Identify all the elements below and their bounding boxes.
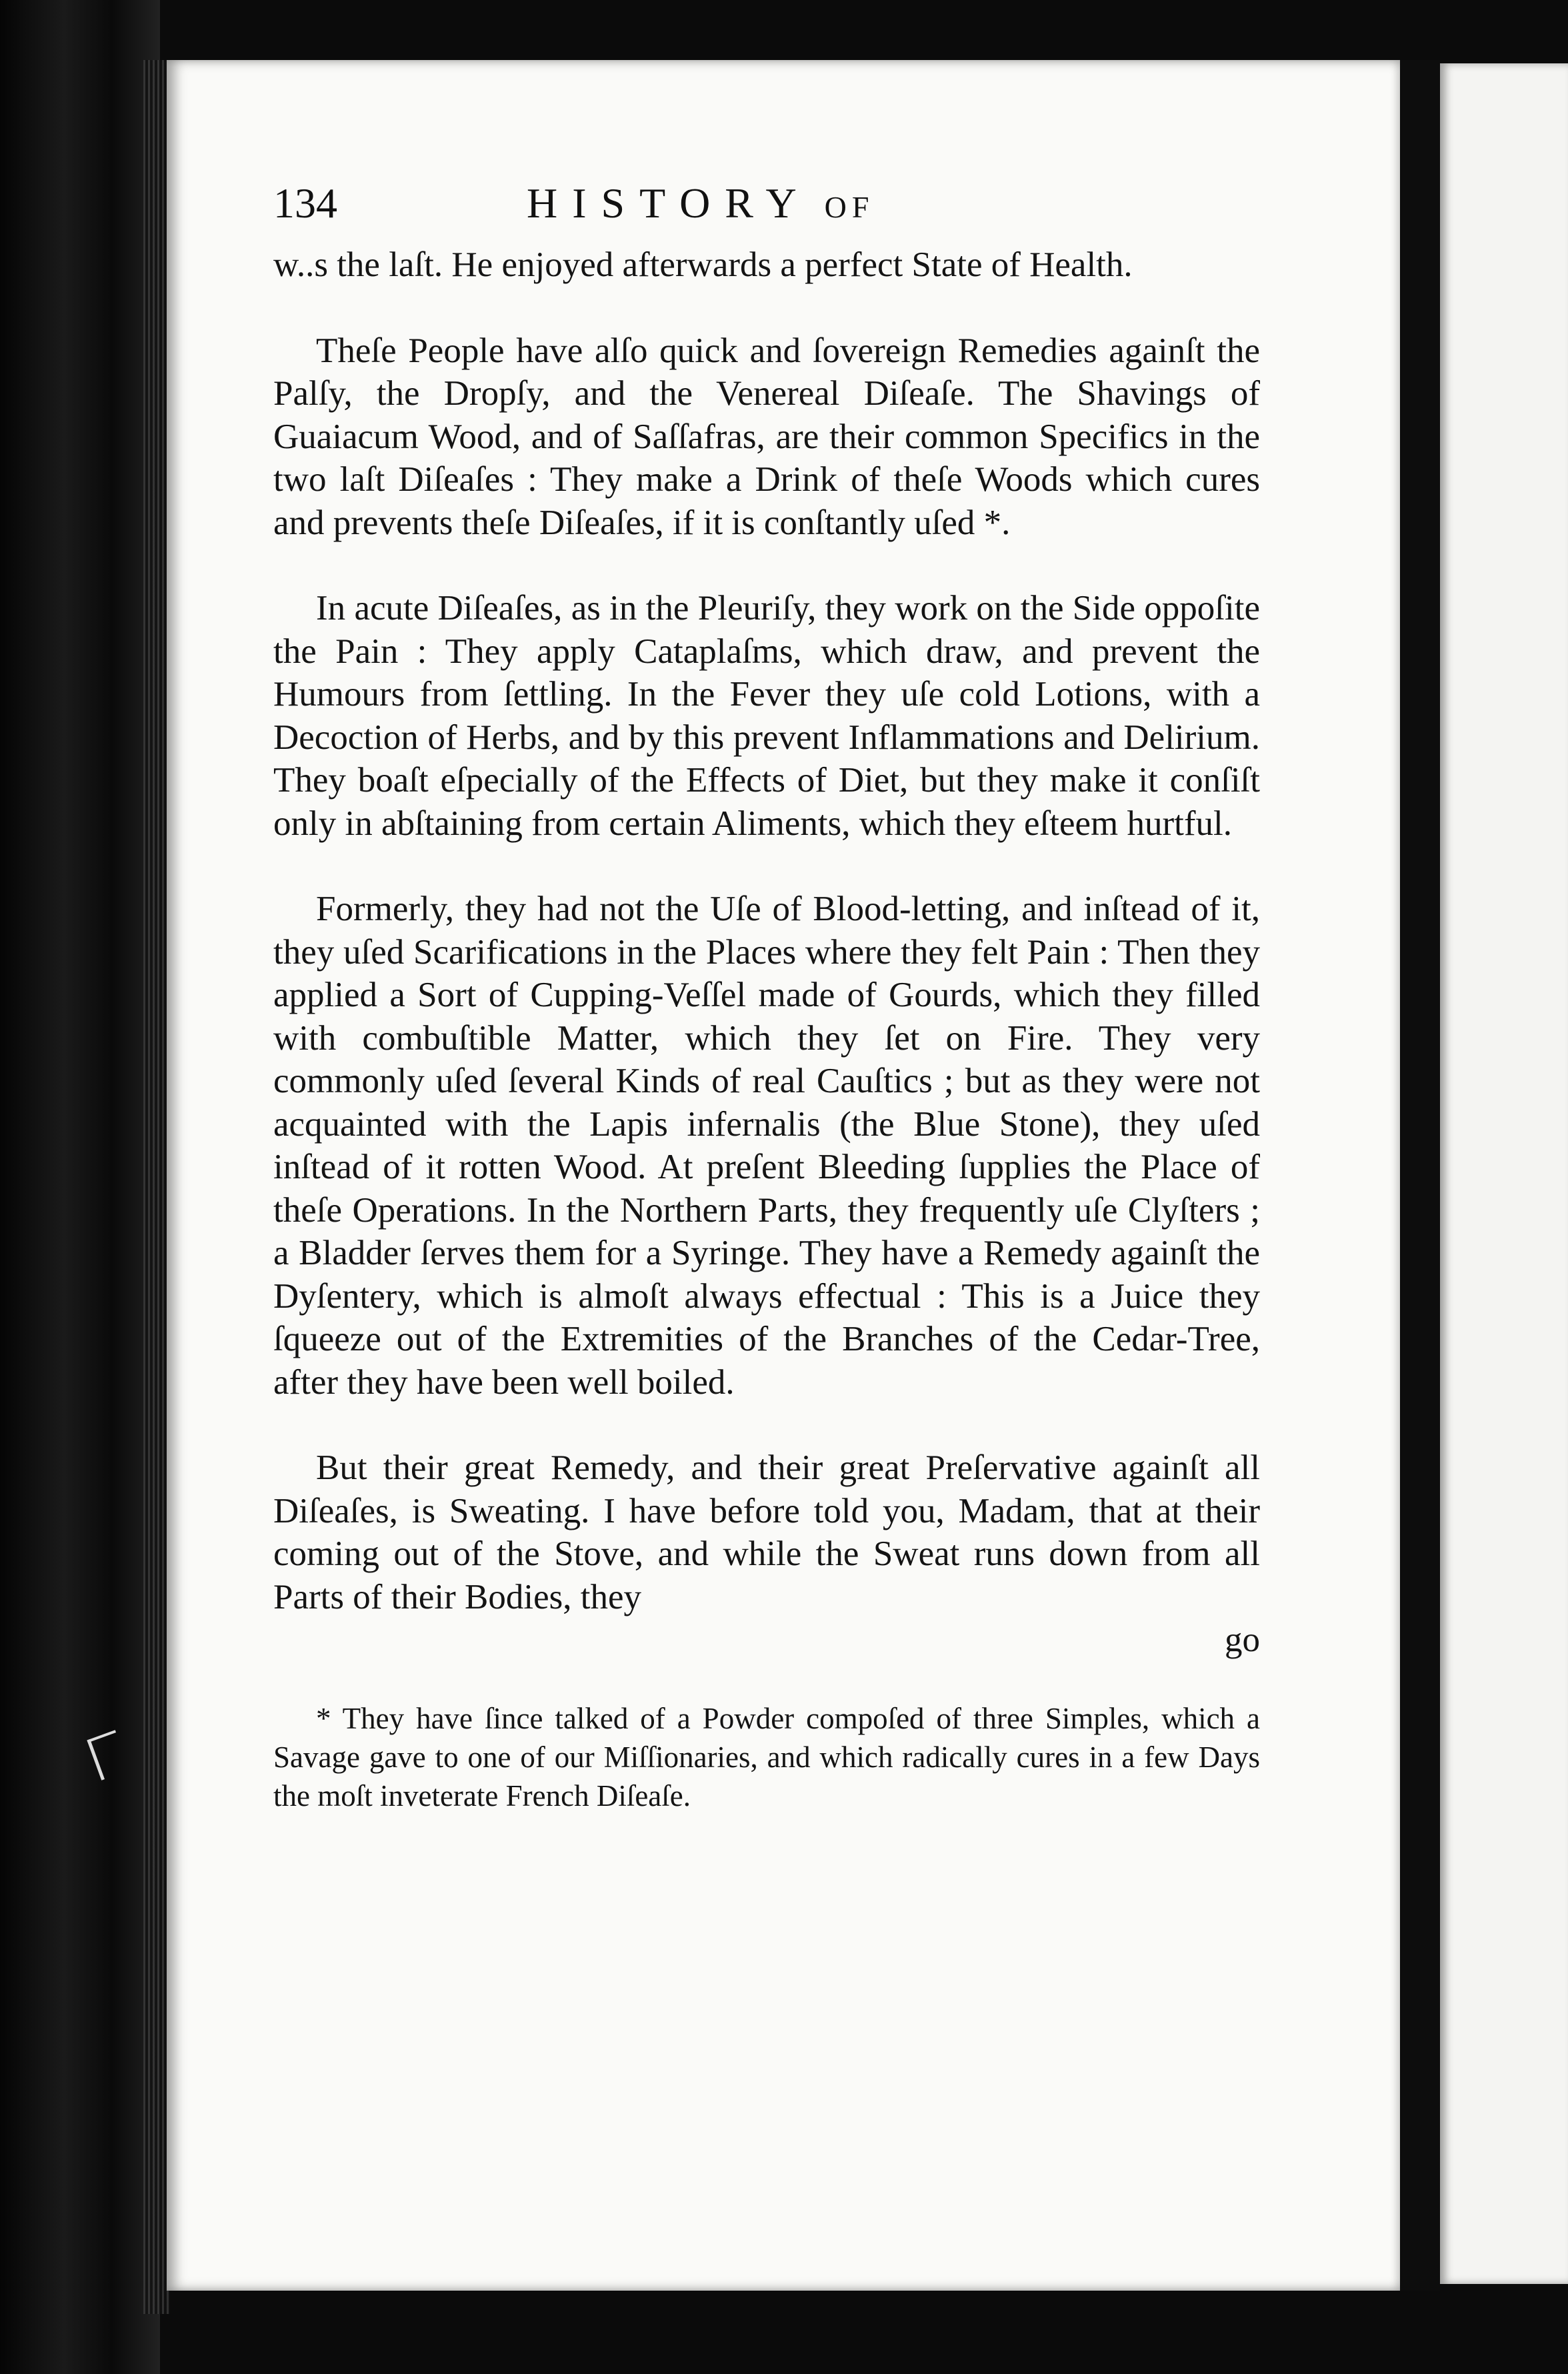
body-text <box>273 243 1260 1815</box>
paragraph-sweating: But their great Remedy, and their great Preſervative againſt all Diſeaſes, is Sweating. I have before told you, Madam, that at their coming out of the Stove, and while the Sweat runs down from all Parts of their Bodies, they <box>273 1448 1260 1616</box>
page-header <box>273 179 1273 239</box>
page-edges <box>143 60 170 2314</box>
running-head <box>527 179 874 228</box>
running-head-suffix: OF <box>824 190 875 224</box>
footnote: * They have ſince talked of a Powder compoſed of three Simples, which a Savage gave to one of our Miſſionaries, and which radically cures in a few Days the moſt inveterate French Diſeaſe. <box>273 1701 1260 1813</box>
facing-page <box>1440 63 1568 2284</box>
page-gutter <box>1400 60 1440 2291</box>
catchword: go <box>1225 1620 1260 1659</box>
paragraph-blood-letting: Formerly, they had not the Uſe of Blood-letting, and inſtead of it, they uſed Scarifications in the Places where they felt Pain : Then they applied a Sort of Cupping-Veſſel made of Gourds, which they filled with combuſtible Matter, which they ſet on Fire. They very commonly uſed ſeveral Kinds of real Cauſtics ; but as they were not acquainted with the Lapis infernalis (the Blue Stone), they uſed inſtead of it rotten Wood. At preſent Bleeding ſupplies the Place of theſe Operations. In the Northern Parts, they frequently uſe Clyſters ; a Bladder ſerves them for a Syringe. They have a Remedy againſt the Dyſentery, which is almoſt always effectual : This is a Juice they ſqueeze out of the Extremities of the Branches of the Cedar-Tree, after they have been well boiled. <box>273 890 1260 1402</box>
paragraph-acute-diseases: In acute Diſeaſes, as in the Pleuriſy, they work on the Side oppoſite the Pain : They apply Cataplaſms, which draw, and prevent the Humours from ſettling. In the Fever they uſe cold Lotions, with a Decoction of Herbs, and by this prevent Inflammations and Delirium. They boaſt eſpecially of the Effects of Diet, but they make it conſiſt only in abſtaining from certain Aliments, which they eſteem hurtful. <box>273 589 1260 843</box>
page-number: 134 <box>273 179 337 227</box>
paragraph-remedies: Theſe People have alſo quick and ſovereign Remedies againſt the Palſy, the Dropſy, and the Venereal Diſeaſe. The Shavings of Guaiacum Wood, and of Saſſafras, are their common Specifics in the two laſt Diſeaſes : They make a Drink of theſe Woods which cures and prevents theſe Diſeaſes, if it is conſtantly uſed *. <box>273 331 1260 542</box>
running-head-title: HISTORY <box>527 179 811 227</box>
book-binding <box>0 0 160 2374</box>
paragraph-continued: w..s the laſt. He enjoyed afterwards a perfect State of Health. <box>273 245 1133 284</box>
